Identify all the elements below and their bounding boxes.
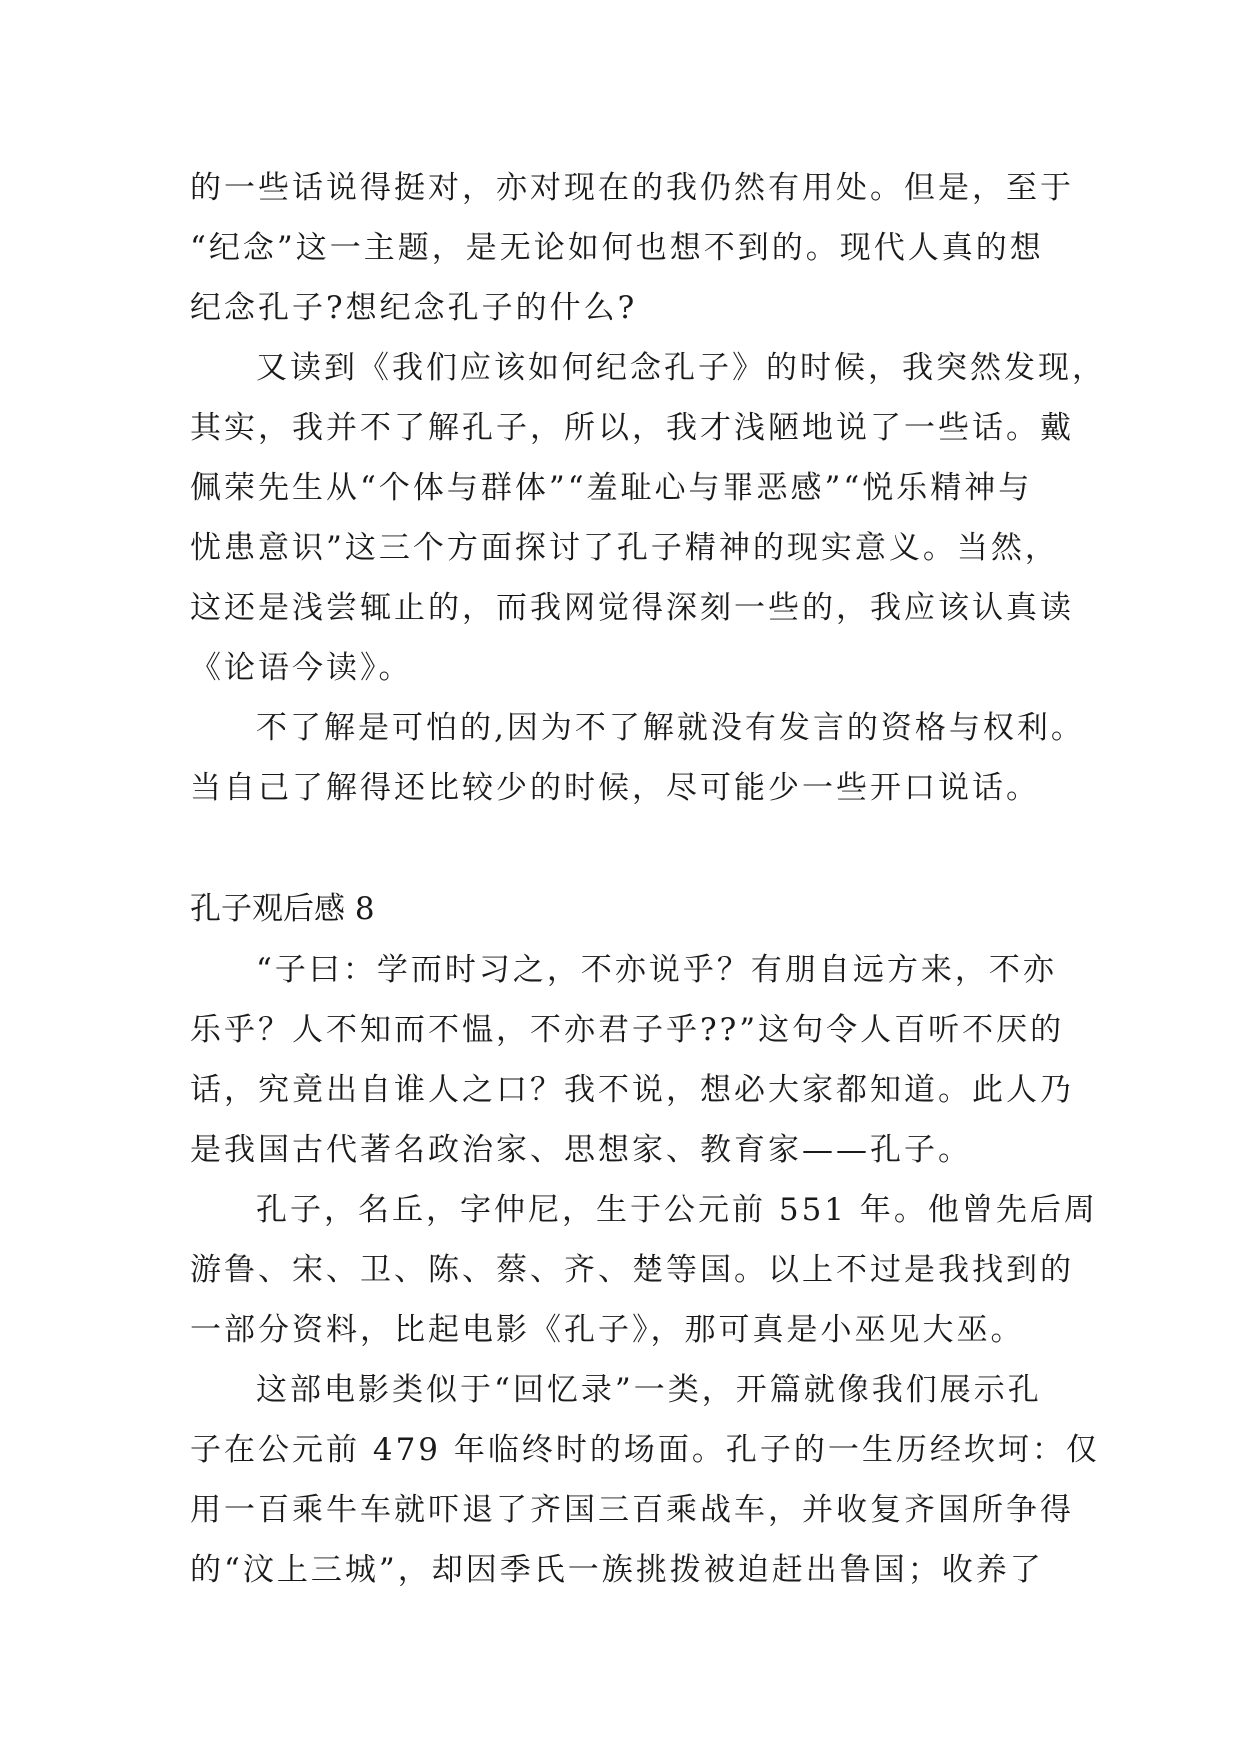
text-line: 的一些话说得挺对，亦对现在的我仍然有用处。但是，至于 (190, 170, 1074, 206)
text-line: 一部分资料，比起电影《孔子》，那可真是小巫见大巫。 (190, 1312, 1025, 1348)
paragraph (190, 338, 1106, 698)
text-line: 不了解是可怕的,因为不了解就没有发言的资格与权利。 (256, 710, 1085, 746)
blank-line (190, 818, 1060, 878)
text-line: 佩荣先生从“个体与群体”“羞耻心与罪恶感”“悦乐精神与 (190, 470, 1033, 506)
paragraph (190, 698, 1085, 818)
text-line: 纪念孔子?想纪念孔子的什么? (190, 290, 638, 326)
paragraph (190, 940, 1074, 1180)
text-line: 忧患意识”这三个方面探讨了孔子精神的现实意义。当然， (190, 530, 1059, 566)
text-line: 孔子，名丘，字仲尼，生于公元前 551 年。他曾先后周 (256, 1192, 1098, 1228)
text-line: 话，究竟出自谁人之口？我不说，想必大家都知道。此人乃 (190, 1072, 1074, 1108)
document-body (190, 158, 1106, 1600)
text-line: “纪念”这一主题，是无论如何也想不到的。现代人真的想 (190, 230, 1044, 266)
text-line: 其实，我并不了解孔子，所以，我才浅陋地说了一些话。戴 (190, 410, 1074, 446)
text-line: 又读到《我们应该如何纪念孔子》的时候，我突然发现， (256, 350, 1106, 386)
paragraph (190, 1180, 1098, 1360)
text-line: 是我国古代著名政治家、思想家、教育家——孔子。 (190, 1132, 972, 1168)
text-line: “子曰：学而时习之，不亦说乎？有朋自远方来，不亦 (256, 952, 1057, 988)
text-line: 用一百乘牛车就吓退了齐国三百乘战车，并收复齐国所争得 (190, 1492, 1074, 1528)
section-heading: 孔子观后感 8 (190, 891, 375, 927)
text-line: 当自己了解得还比较少的时候，尽可能少一些开口说话。 (190, 770, 1040, 806)
text-line: 这还是浅尝辄止的，而我网觉得深刻一些的，我应该认真读 (190, 590, 1074, 626)
paragraph-continued (190, 158, 1074, 338)
paragraph (190, 1360, 1100, 1600)
text-line: 游鲁、宋、卫、陈、蔡、齐、楚等国。以上不过是我找到的 (190, 1252, 1074, 1288)
text-line: 子在公元前 479 年临终时的场面。孔子的一生历经坎坷：仅 (190, 1432, 1100, 1468)
text-line: 这部电影类似于“回忆录”一类，开篇就像我们展示孔 (256, 1372, 1042, 1408)
text-line: 《论语今读》。 (190, 650, 413, 686)
text-line: 乐乎？人不知而不愠，不亦君子乎??”这句令人百听不厌的 (190, 1012, 1065, 1048)
text-line: 的“汶上三城”，却因季氏一族挑拨被迫赶出鲁国；收养了 (190, 1552, 1044, 1588)
